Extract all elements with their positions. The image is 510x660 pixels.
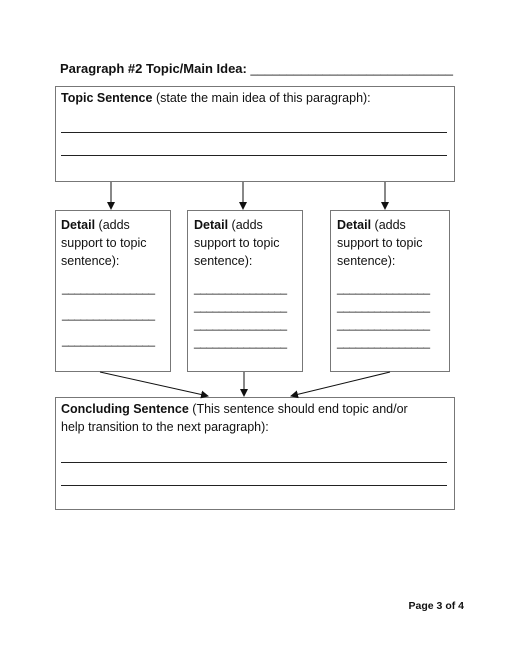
detail-3-blank-2[interactable]: _______________ bbox=[337, 299, 430, 313]
detail-1-label: Detail bbox=[61, 218, 96, 232]
detail-1-instruction-2: support to topic bbox=[61, 236, 147, 250]
detail-1-blank-3[interactable]: _______________ bbox=[62, 333, 155, 347]
detail-3-blank-1[interactable]: _______________ bbox=[337, 281, 430, 295]
detail-3-label: Detail bbox=[337, 218, 372, 232]
detail-3-instruction-3: sentence): bbox=[337, 254, 396, 268]
detail-2-blank-4[interactable]: _______________ bbox=[194, 335, 287, 349]
title-label: Paragraph #2 Topic/Main Idea: bbox=[60, 61, 247, 76]
detail-2-instruction: (adds bbox=[231, 218, 263, 232]
concluding-sentence-instruction-1: (This sentence should end topic and/or bbox=[192, 402, 408, 416]
detail-2-blank-3[interactable]: _______________ bbox=[194, 317, 287, 331]
detail-2-blank-1[interactable]: _______________ bbox=[194, 281, 287, 295]
page-number: Page 3 of 4 bbox=[408, 600, 464, 612]
topic-sentence-label: Topic Sentence bbox=[61, 91, 153, 105]
detail-2-blank-2[interactable]: _______________ bbox=[194, 299, 287, 313]
detail-2-instruction-3: sentence): bbox=[194, 254, 253, 268]
detail-3-blank-3[interactable]: _______________ bbox=[337, 317, 430, 331]
topic-sentence-instruction: (state the main idea of this paragraph): bbox=[155, 91, 371, 105]
detail-2-instruction-2: support to topic bbox=[194, 236, 280, 250]
arrow-detail-1-to-concluding bbox=[100, 372, 208, 396]
detail-3-blank-4[interactable]: _______________ bbox=[337, 335, 430, 349]
arrow-detail-3-to-concluding bbox=[291, 372, 390, 396]
detail-1-blank-2[interactable]: _______________ bbox=[62, 307, 155, 321]
concluding-sentence-label: Concluding Sentence bbox=[61, 402, 189, 416]
title-blank[interactable]: ____________________________ bbox=[250, 61, 453, 76]
detail-1-instruction: (adds bbox=[98, 218, 130, 232]
detail-2-label: Detail bbox=[194, 218, 229, 232]
detail-3-instruction: (adds bbox=[374, 218, 406, 232]
detail-1-blank-1[interactable]: _______________ bbox=[62, 281, 155, 295]
detail-3-instruction-2: support to topic bbox=[337, 236, 423, 250]
concluding-sentence-instruction-2: help transition to the next paragraph): bbox=[61, 420, 269, 434]
detail-1-instruction-3: sentence): bbox=[61, 254, 120, 268]
